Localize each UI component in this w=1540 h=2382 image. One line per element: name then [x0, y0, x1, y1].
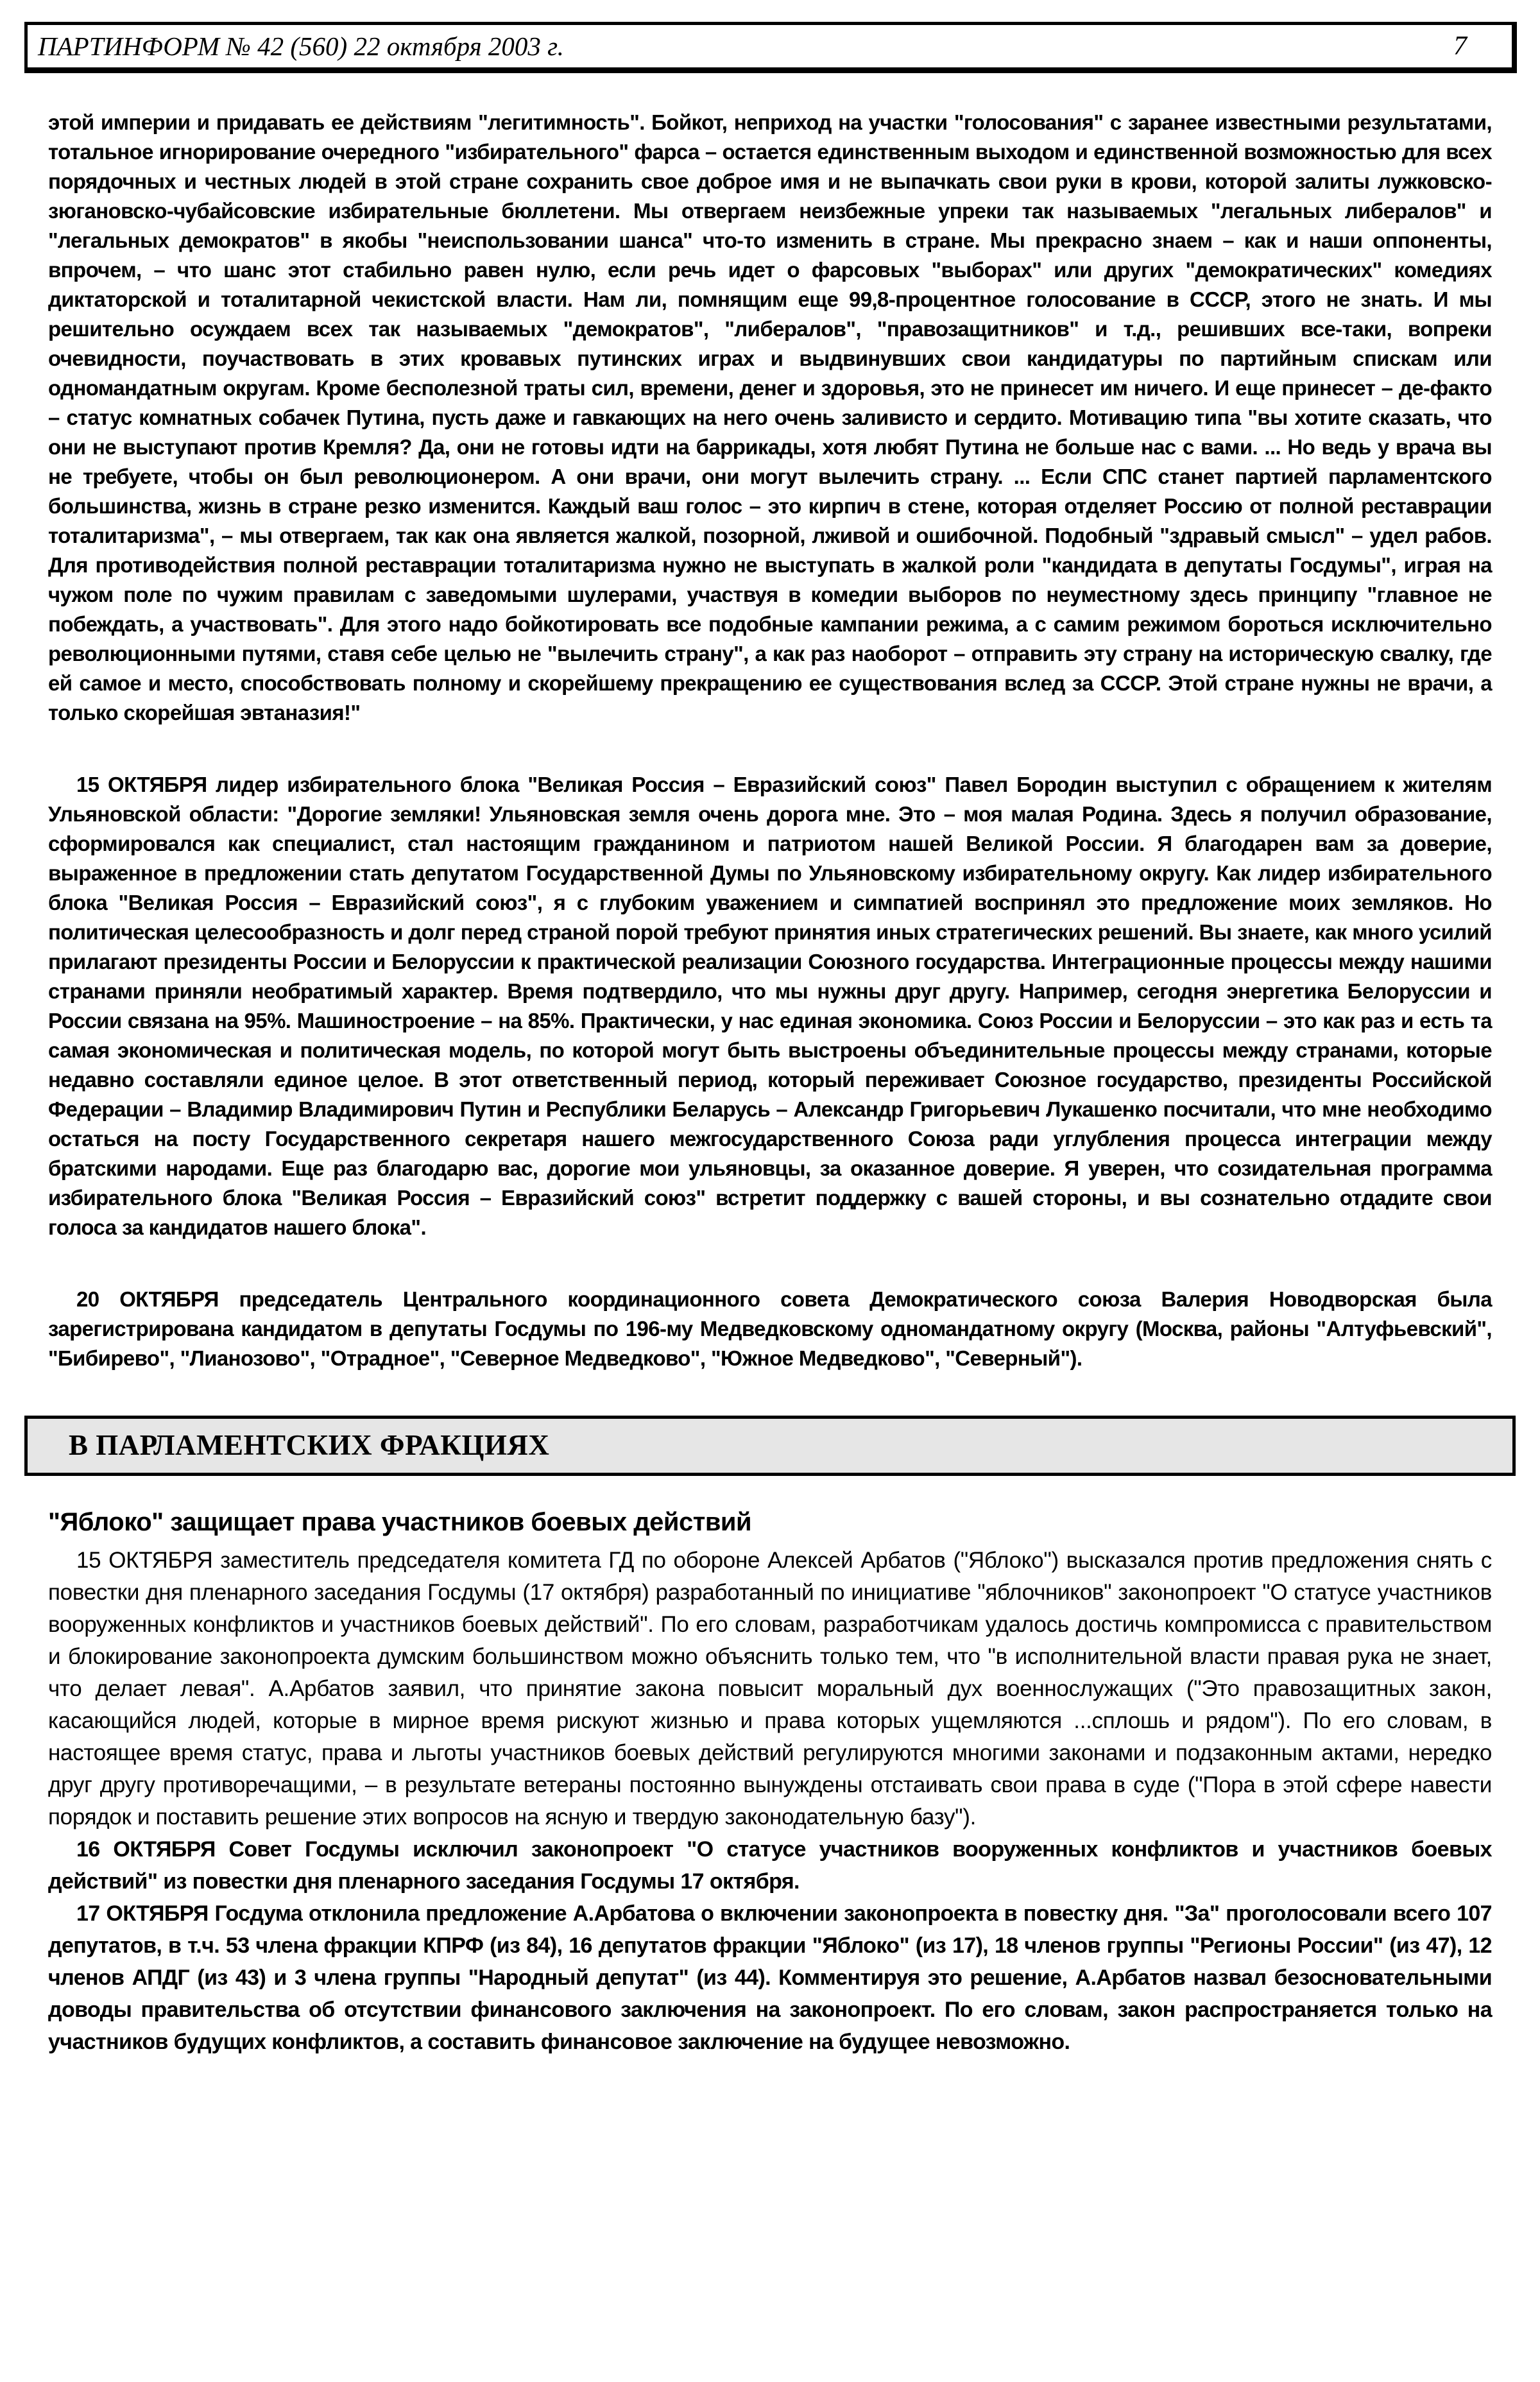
paragraph-continuation: этой империи и придавать ее действиям "легитимность". Бойкот, неприход на участки "голосования" с заранее известными результатами, тотальное игнорирование очередного "избирательного" фарса – остается единственным выходом и единственной возможностью для всех порядочных и честных людей в этой стране сохранить свое доброе имя и не выпачкать свои руки в крови, которой залиты лужковско-зюгановско-чубайсовские избирательные бюллетени. Мы отвергаем неизбежные упреки так называемых "легальных либералов" и "легальных демократов" в якобы "неиспользовании шанса" что-то изменить в стране. Мы прекрасно знаем – как и наши оппоненты, впрочем, – что шанс этот стабильно равен нулю, если речь идет о фарсовых "выборах" или других "демократических" комедиях диктаторской и тоталитарной чекистской власти. Нам ли, помнящим еще 99,8-процентное голосование в СССР, этого не знать. И мы решительно осуждаем всех так называемых "демократов", "либералов", "правозащитников" и т.д., решивших все-таки, вопреки очевидности, поучаствовать в этих кровавых путинских играх и выдвинувших свои кандидатуры по партийным спискам или одномандатным округам. Кроме бесполезной траты сил, времени, денег и здоровья, это не принесет им ничего. И еще принесет – де-факто – статус комнатных собачек Путина, пусть даже и гавкающих на него очень заливисто и сердито. Мотивацию типа "вы хотите сказать, что они не выступают против Кремля? Да, они не готовы идти на баррикады, хотя любят Путина не больше нас с вами. ... Но ведь у врача вы не требуете, чтобы он был революционером. А они врачи, они могут вылечить страну. ... Если СПС станет партией парламентского большинства, жизнь в стране резко изменится. Каждый ваш голос – это кирпич в стене, которая отделяет Россию от полной реставрации тоталитаризма", – мы отвергаем, так как она является жалкой, позорной, лживой и ошибочной. Подобный "здравый смысл" – удел рабов. Для противодействия полной реставрации тоталитаризма нужно не выступать в жалкой роли "кандидата в депутаты Госдумы", играя на чужом поле по чужим правилам с заведомыми шулерами, участвуя в комедии выборов по неуместному здесь принципу "главное не побеждать, а участвовать". Для этого надо бойкотировать все подобные кампании режима, а с самим режимом бороться исключительно революционными путями, ставя себе целью не "вылечить страну", а как раз наоборот – отправить эту страну на историческую свалку, где ей самое и место, способствовать полному и скорейшему прекращению ее существования вслед за СССР. Этой стране нужны не врачи, а только скорейшая эвтаназия!"	[48, 110, 1492, 724]
paragraph-15-october-borodin: 15 ОКТЯБРЯ лидер избирательного блока "Великая Россия – Евразийский союз" Павел Бородин выступил с обращением к жителям Ульяновской области: "Дорогие земляки! Ульяновская земля очень дорога мне. Это – моя малая Родина. Здесь я получил образование, сформировался как специалист, стал настоящим гражданином и патриотом нашей Великой России. Я благодарен вам за доверие, выраженное в предложении стать депутатом Государственной Думы по Ульяновскому избирательному округу. Как лидер избирательного блока "Великая Россия – Евразийский союз", я с глубоким уважением и симпатией воспринял это предложение моих земляков. Но политическая целесообразность и долг перед страной порой требуют принятия иных стратегических решений. Вы знаете, как много усилий прилагают президенты России и Белоруссии к практической реализации Союзного государства. Интеграционные процессы между нашими странами приняли необратимый характер. Время подтвердило, что мы нужны друг другу. Например, сегодня энергетика Белоруссии и России связана на 95%. Машиностроение – на 85%. Практически, у нас единая экономика. Союз России и Белоруссии – это как раз и есть та самая экономическая и политическая модель, по которой могут быть выстроены объединительные процессы между странами, которые недавно составляли единое целое. В этот ответственный период, который переживает Союзное государство, президенты Российской Федерации – Владимир Владимирович Путин и Республики Беларусь – Александр Григорьевич Лукашенко посчитали, что мне необходимо остаться на посту Государственного секретаря нашего межгосударственного Союза ради углубления процесса интеграции между братскими народами. Еще раз благодарю вас, дорогие мои ульяновцы, за оказанное доверие. Я уверен, что созидательная программа избирательного блока "Великая Россия – Евразийский союз" встретит поддержку с вашей стороны, и вы сознательно отдадите свои голоса за кандидатов нашего блока".	[48, 773, 1492, 1239]
page-number: 7	[1453, 31, 1467, 61]
section-header-box	[24, 1416, 1516, 1476]
paragraph-20-october-novodvorskaya: 20 ОКТЯБРЯ председатель Центрального координационного совета Демократического союза Валерия Новодворская была зарегистрирована кандидатом в депутаты Госдумы по 196-му Медведковскому одномандатному округу (Москва, районы "Алтуфьевский", "Бибирево", "Лианозово", "Отрадное", "Северное Медведково", "Южное Медведково", "Северный").	[48, 1287, 1492, 1370]
paragraph-16-october: 16 ОКТЯБРЯ Совет Госдумы исключил законопроект "О статусе участников вооруженных конфликтов и участников боевых действий" из повестки дня пленарного заседания Госдумы 17 октября.	[48, 1837, 1492, 1894]
yabloko-article	[48, 1508, 1492, 2058]
newsletter-title: ПАРТИНФОРМ № 42 (560) 22 октября 2003 г.	[38, 31, 564, 61]
front-matter	[48, 0, 1492, 1373]
paragraph-17-october: 17 ОКТЯБРЯ Госдума отклонила предложение А.Арбатова о включении законопроекта в повестку дня. "За" проголосовали всего 107 депутатов, в т.ч. 53 члена фракции КПРФ (из 84), 16 депутатов фракции "Яблоко" (из 17), 18 членов группы "Регионы России" (из 47), 12 членов АПДГ (из 43) и 3 члена группы "Народный депутат" (из 44). Комментируя это решение, А.Арбатов назвал безосновательными доводы правительства об отсутствии финансового заключения на законопроект. По его словам, закон распространяется только на участников будущих конфликтов, а составить финансовое заключение на будущее невозможно.	[48, 1901, 1492, 2054]
paragraph-15-october-arbatov: 15 ОКТЯБРЯ заместитель председателя комитета ГД по обороне Алексей Арбатов ("Яблоко") высказался против предложения снять с повестки дня пленарного заседания Госдумы (17 октября) разработанный по инициативе "яблочников" законопроект "О статусе участников вооруженных конфликтов и участников боевых действий". По его словам, разработчикам удалось достичь компромисса с правительством и блокирование законопроекта думским большинством можно объяснить только тем, что "в исполнительной власти правая рука не знает, что делает левая". А.Арбатов заявил, что принятие закона повысит моральный дух военнослужащих ("Это правозащитных закон, касающийся людей, которые в мирное время рискуют жизнью и права которых ущемляются ...сплошь и рядом"). По его словам, в настоящее время статус, права и льготы участников боевых действий регулируются многими законами и подзаконным актами, нередко друг другу противоречащими, – в результате ветераны постоянно вынуждены отстаивать свои права в суде ("Пора в этой сфере навести порядок и поставить решение этих вопросов на ясную и твердую законодательную базу").	[48, 1548, 1492, 1829]
article-headline: "Яблоко" защищает права участников боевых действий	[48, 1508, 752, 1536]
parliament-factions-section	[0, 1416, 1540, 2058]
section-title: В ПАРЛАМЕНТСКИХ ФРАКЦИЯХ	[69, 1429, 550, 1461]
